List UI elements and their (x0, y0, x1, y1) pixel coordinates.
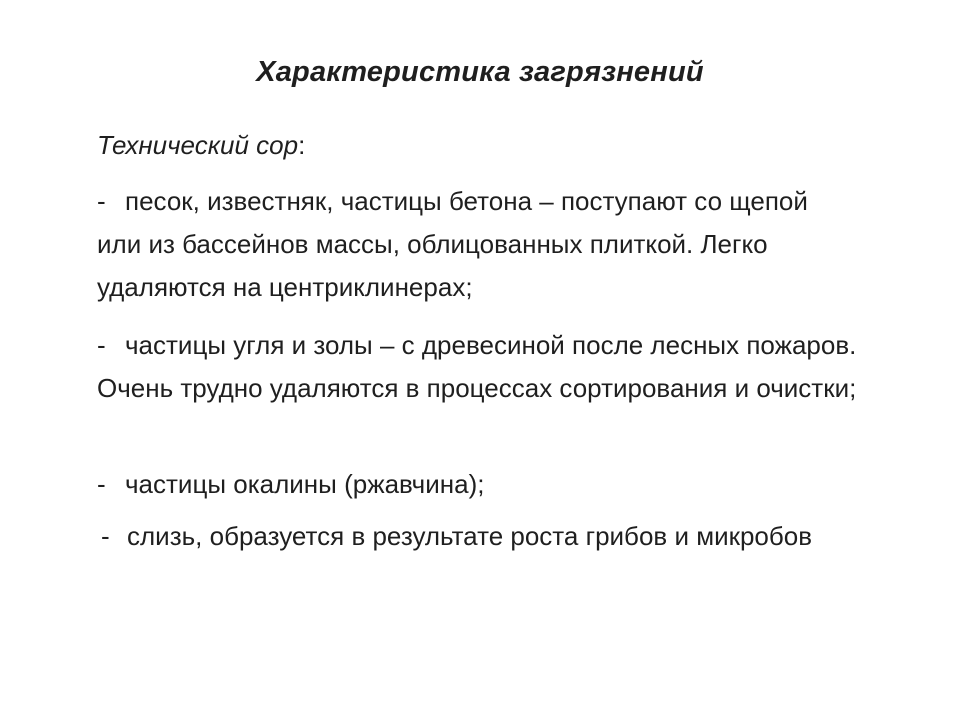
subheading-colon: : (298, 130, 306, 160)
list-item-text: частицы окалины (ржавчина); (125, 469, 485, 499)
list-item-dash: - (101, 521, 110, 551)
list-item (97, 463, 857, 506)
list-item-text: частицы угля и золы – с древесиной после лесных пожаров. Очень трудно удаляются в процессах сортирования и очистки; (97, 330, 857, 403)
list-item (97, 515, 857, 558)
list-item-dash: - (97, 469, 106, 499)
list-item-text: слизь, образуется в результате роста грибов и микробов (127, 521, 813, 551)
list-item-text: песок, известняк, частицы бетона – поступают со щепой или из бассейнов массы, облицованных плиткой. Легко удаляются на центриклинерах; (97, 186, 808, 302)
subheading (97, 130, 305, 161)
list-item-dash: - (97, 330, 106, 360)
list-item (97, 324, 857, 410)
subheading-text: Технический сор (97, 130, 299, 160)
list-item-dash: - (97, 186, 106, 216)
slide-title: Характеристика загрязнений (256, 56, 704, 88)
list-item (97, 180, 857, 309)
